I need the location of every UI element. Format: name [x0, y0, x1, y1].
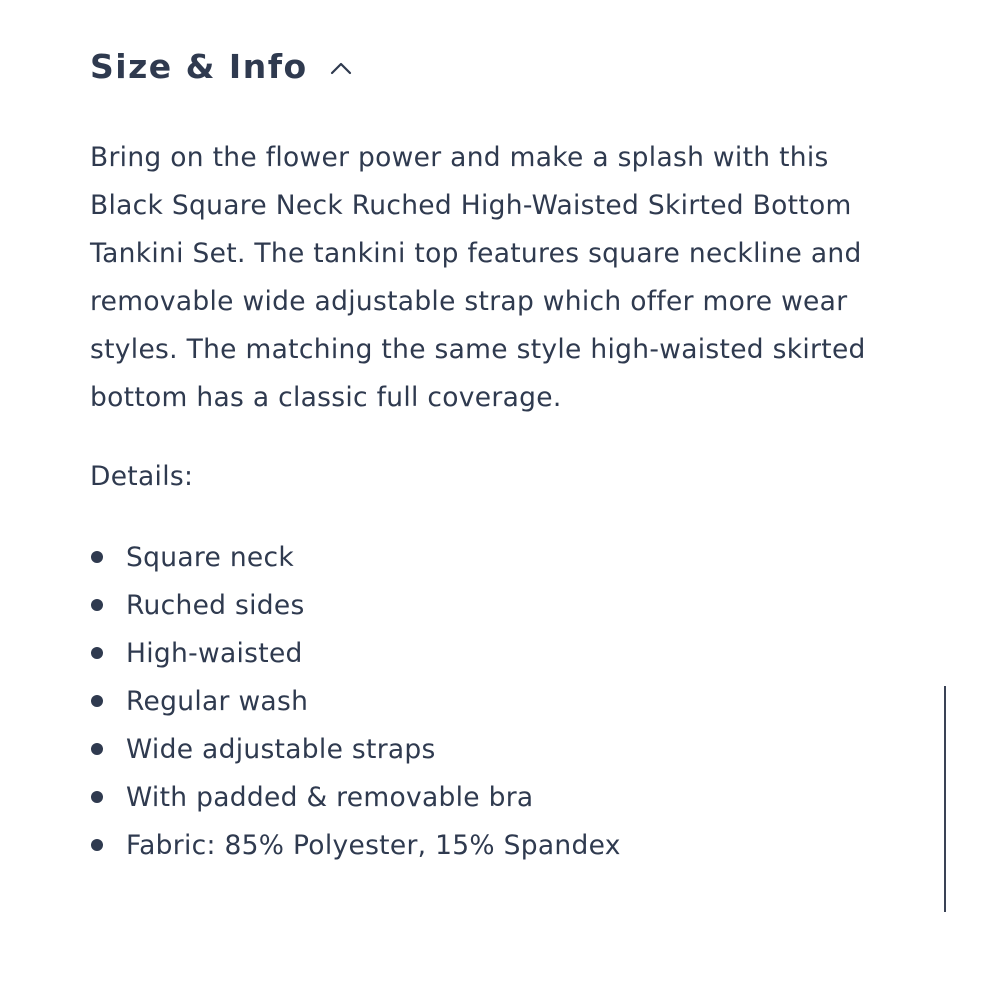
list-item: [90, 677, 930, 725]
bullet-icon: [91, 839, 103, 851]
detail-text: Regular wash: [126, 685, 309, 717]
size-info-accordion-toggle[interactable]: [90, 40, 930, 92]
description-line: Black Square Neck Ruched High-Waisted Skirted Bottom: [90, 190, 852, 221]
product-description: [90, 134, 930, 422]
detail-text: Square neck: [126, 541, 295, 573]
bullet-icon: [91, 791, 103, 803]
list-item: [90, 725, 930, 773]
section-title: Size & Info: [90, 46, 308, 86]
list-item: [90, 629, 930, 677]
bullet-icon: [91, 743, 103, 755]
detail-text: High-waisted: [126, 637, 303, 669]
detail-text: Fabric: 85% Polyester, 15% Spandex: [126, 829, 621, 861]
list-item: [90, 773, 930, 821]
bullet-icon: [91, 695, 103, 707]
description-line: styles. The matching the same style high-waisted skirted: [90, 334, 866, 365]
bullet-icon: [91, 647, 103, 659]
bullet-icon: [91, 551, 103, 563]
chevron-up-icon[interactable]: [330, 58, 352, 80]
description-line: removable wide adjustable strap which offer more wear: [90, 286, 848, 317]
details-label: Details:: [90, 461, 194, 492]
detail-text: Ruched sides: [126, 589, 305, 621]
list-item: [90, 821, 930, 869]
size-info-panel: [90, 40, 930, 869]
scrollbar[interactable]: [944, 686, 946, 912]
detail-text: Wide adjustable straps: [126, 733, 436, 765]
description-line: Tankini Set. The tankini top features square neckline and: [90, 238, 862, 269]
list-item: [90, 581, 930, 629]
detail-text: With padded & removable bra: [126, 781, 534, 813]
details-list: [90, 533, 930, 869]
description-line: bottom has a classic full coverage.: [90, 382, 562, 413]
list-item: [90, 533, 930, 581]
description-line: Bring on the flower power and make a splash with this: [90, 142, 829, 173]
bullet-icon: [91, 599, 103, 611]
